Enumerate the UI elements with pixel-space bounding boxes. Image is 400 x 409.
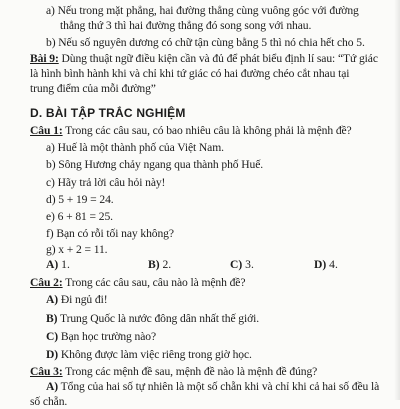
exercise-9-text: Dùng thuật ngữ điều kiện cần và đủ để phát biểu định lí sau: “Tứ giác [58,52,378,65]
q3-option-a-line1 [46,380,379,394]
q1-choice-a-value: 1. [61,258,70,271]
question-3-text: Trong các mệnh đề sau, mệnh đề nào là mệnh đề đúng? [62,365,318,378]
question-2 [30,276,245,290]
question-3 [30,365,317,379]
q1-choice-d-key: D) [314,258,327,271]
question-1-text: Trong các câu sau, có bao nhiêu câu là không phải là mệnh đề? [62,124,352,137]
section-d-heading: D. BÀI TẬP TRẮC NGHIỆM [30,106,186,120]
q2-option-d [46,348,252,362]
question-2-text: Trong các câu sau, câu nào là mệnh đề? [62,276,246,289]
page-edge-shadow [394,0,400,400]
statement-b: b) Nếu số nguyên dương có chữ tận cùng bằng 5 thì nó chia hết cho 5. [46,36,365,49]
q2-option-b-key: B) [46,312,58,325]
q1-item-g: g) x + 2 = 11. [46,243,108,256]
q1-choice-b [148,258,171,272]
q1-item-d: d) 5 + 19 = 24. [46,193,114,206]
q3-option-a-text: Tổng của hai số tự nhiên là một số chẵn khi và chỉ khi cả hai số đều là [58,380,380,393]
q2-option-a [46,293,108,307]
q1-item-f: f) Bạn có rỗi tối nay không? [46,227,174,240]
question-2-label: Câu 2: [30,276,63,289]
q1-item-a: a) Huế là một thành phố của Việt Nam. [46,141,224,154]
statement-a-line2: thẳng thứ 3 thì hai đường thẳng đó song song với nhau. [60,19,312,32]
q1-choice-b-value: 2. [162,258,172,271]
question-3-label: Câu 3: [30,365,63,378]
q1-choice-b-key: B) [148,258,160,271]
exercise-9-label: Bài 9: [30,52,59,65]
exercise-9-line3: trung điểm của mỗi đường” [30,82,156,95]
statement-a-line1: a) Nếu trong mặt phẳng, hai đường thẳng cùng vuông góc với đường [46,4,359,17]
q2-option-b [46,312,259,326]
q1-choice-d [314,258,338,272]
question-1 [30,124,352,138]
q1-choice-a [46,258,70,272]
q1-choice-c-key: C) [230,258,243,271]
q2-option-b-text: Trung Quốc là nước đông dân nhất thế giới. [57,312,260,325]
q1-item-c: c) Hãy trả lời câu hỏi này! [46,176,166,189]
exercise-9-line2: là hình bình hành khi và chỉ khi tứ giác có hai đường chéo cắt nhau tại [30,67,350,80]
q1-item-b: b) Sông Hương chảy ngang qua thành phố Huế. [46,158,264,171]
q1-choice-c [230,258,254,272]
q3-option-a-key: A) [46,380,59,393]
exercise-9-line1 [30,52,378,66]
q2-option-a-text: Đi ngủ đi! [58,293,108,306]
q3-option-a-line2: số chẵn. [30,395,68,408]
q1-choice-a-key: A) [46,258,59,271]
q2-option-a-key: A) [46,293,59,306]
q2-option-d-key: D) [46,348,59,361]
q1-choice-c-value: 3. [245,258,254,271]
question-1-label: Câu 1: [30,124,63,137]
q2-option-c-text: Bạn học trường nào? [58,330,157,343]
q1-choice-d-value: 4. [329,258,338,271]
q2-option-c [46,330,156,344]
q2-option-d-text: Không được làm việc riêng trong giờ học. [58,348,252,361]
q1-item-e: e) 6 + 81 = 25. [46,210,113,223]
q2-option-c-key: C) [46,330,59,343]
